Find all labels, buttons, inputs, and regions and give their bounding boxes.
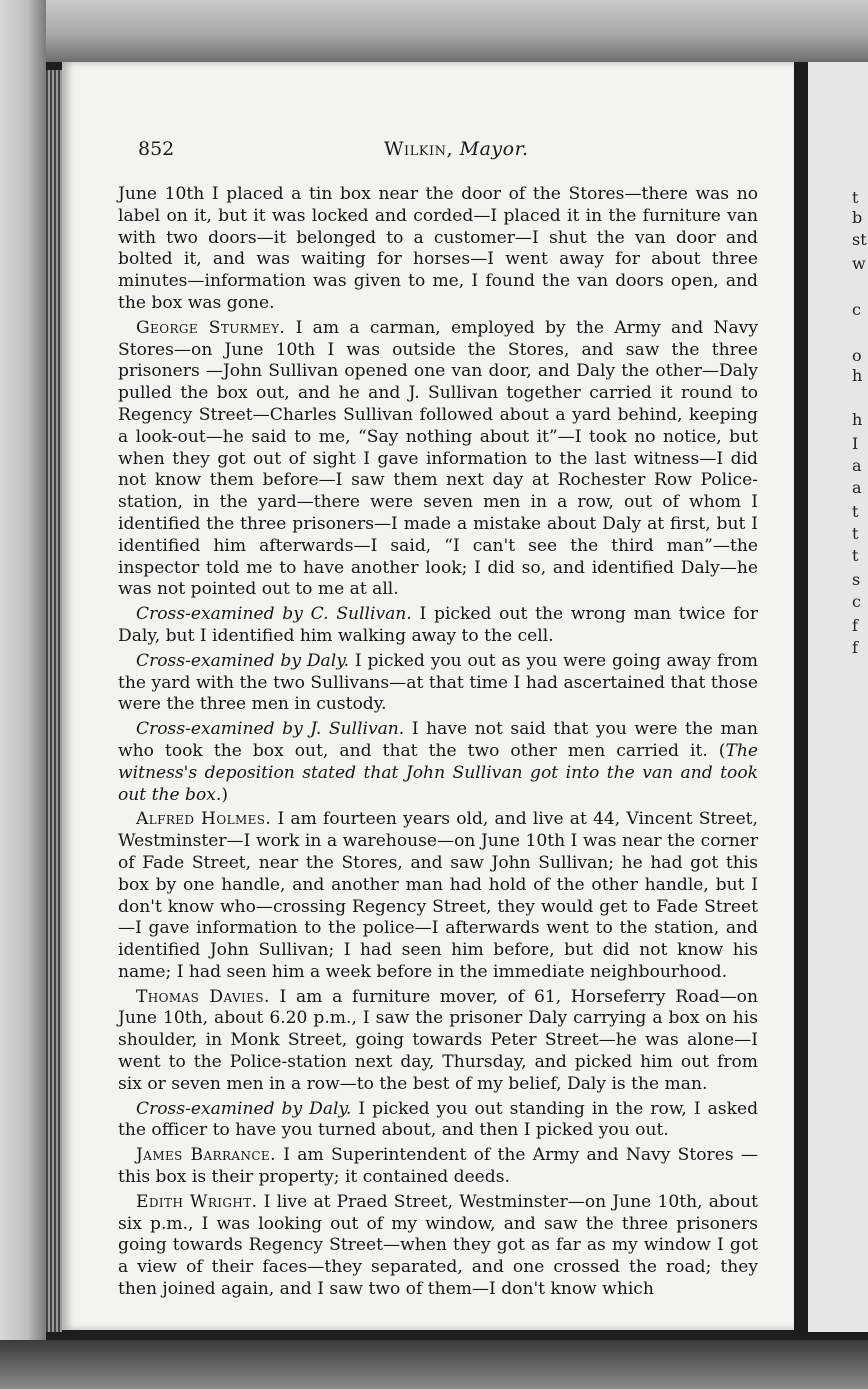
scan-left-margin — [0, 0, 46, 1389]
scan-top-background — [0, 0, 868, 62]
book-page-edges — [46, 70, 62, 1332]
paragraph-text: I picked you out standing in the row, I asked the officer to have you turned about, and then I picked you out. — [118, 1098, 759, 1141]
witness-name: James Barrance. — [136, 1145, 276, 1166]
note-close: ) — [221, 784, 229, 805]
adjacent-page-fragment: o — [852, 346, 862, 365]
cross-exam-heading: Cross-examined by Daly. — [136, 650, 350, 671]
paragraph-text: I picked out the wrong man twice for Daly, but I identified him walking away to the cell. — [118, 604, 758, 646]
adjacent-page-fragment: t — [852, 188, 859, 207]
testimony-paragraph — [118, 987, 758, 1096]
scan-bottom-background — [0, 1340, 868, 1389]
page-body — [118, 184, 758, 1301]
adjacent-page-fragment: st — [852, 230, 867, 249]
paragraph — [118, 184, 758, 315]
cross-exam-heading: Cross-examined by C. Sullivan. — [136, 604, 412, 625]
adjacent-page-fragment: h — [852, 366, 863, 385]
running-head-name: Wilkin, — [384, 138, 454, 160]
testimony-paragraph — [118, 809, 758, 983]
adjacent-page-fragment: a — [852, 478, 862, 497]
witness-name: Thomas Davies. — [136, 986, 270, 1007]
paragraph-text: I am Superintendent of the Army and Navy Stores —this box is their property; it contained deeds. — [118, 1145, 758, 1188]
adjacent-page — [808, 62, 868, 1332]
paragraph-text: I have not said that you were the man who took the box out, and that the two other men carried it. ( — [118, 719, 758, 761]
cross-exam-paragraph — [118, 719, 758, 806]
paragraph-text: I picked you out as you were going away from the yard with the two Sullivans—at that time I had ascertained that those were the three men in custody. — [118, 650, 758, 715]
cross-exam-paragraph — [118, 651, 758, 716]
adjacent-page-fragment: f — [852, 616, 858, 635]
witness-name: Edith Wright. — [136, 1191, 258, 1212]
witness-name: Alfred Holmes. — [136, 809, 272, 830]
testimony-paragraph — [118, 318, 758, 601]
page-number: 852 — [138, 138, 175, 160]
cross-exam-heading: Cross-examined by J. Sullivan. — [136, 719, 405, 740]
adjacent-page-fragment: s — [852, 570, 861, 589]
adjacent-page-fragment: h — [852, 410, 863, 429]
editorial-note: The witness's deposition stated that John Sullivan got into the van and took out the box. — [118, 740, 758, 805]
testimony-paragraph — [118, 1192, 758, 1301]
paragraph-text: I am a carman, employed by the Army and Navy Stores—on June 10th I was outside the Stores, and saw the three prisoners —John Sullivan opened one van door, and Daly the other—Daly pulled the box out, and he and J. Sullivan together carried it round to Regency Street—Charles Sullivan followed about a yard behind, keeping a look-out—he said to me, “Say nothing about it”—I took no notice, but when they got out of sight I gave information to the last witness—I did not know them before—I saw them next day at Rochester Row Police-station, in the yard—there were seven men in a row, out of whom I identified the three prisoners—I made a mistake about Daly at first, but I identified him afterwards—I said, “I can't see the third man”—the inspector told me to have another look; I did so, and identified Daly—he was not pointed out to me at all. — [118, 317, 758, 600]
paragraph-text: I am a furniture mover, of 61, Horseferry Road—on June 10th, about 6.20 p.m., I saw the prisoner Daly carrying a box on his shoulder, in Monk Street, going towards Peter Street—he was alone—I went to the Police-station next day, Thursday, and picked him out from six or seven men in a row—to the best of my belief, Daly is the man. — [118, 986, 758, 1094]
adjacent-page-fragment: c — [852, 592, 861, 611]
adjacent-page-fragment: b — [852, 208, 863, 227]
cross-exam-heading: Cross-examined by Daly. — [136, 1098, 352, 1119]
adjacent-page-fragment: t — [852, 546, 859, 565]
adjacent-page-fragment: I — [852, 434, 859, 453]
testimony-paragraph — [118, 1145, 758, 1189]
cross-exam-paragraph — [118, 604, 758, 648]
adjacent-page-fragment: f — [852, 638, 858, 657]
paragraph-text: I am fourteen years old, and live at 44, Vincent Street, Westminster—I work in a warehouse—on June 10th I was near the corner of Fade Street, near the Stores, and saw John Sullivan; he had got this box by one handle, and another man had hold of the other handle, but I don't know who—crossing Regency Street, they would get to Fade Street—I gave information to the police—I afterwards went to the station, and identified John Sullivan; I had seen him before, but did not know his name; I had seen him a week before in the immediate neighbourhood. — [118, 809, 758, 982]
adjacent-page-fragment: w — [852, 254, 866, 273]
running-head-title: Mayor. — [459, 138, 529, 160]
paragraph-text: June 10th I placed a tin box near the door of the Stores—there was no label on it, but it was locked and corded—I placed it in the furniture van with two doors—it belonged to a customer—I shut the van door and bolted it, and was waiting for horses—I went away for about three minutes—information was given to me, I found the van doors open, and the box was gone. — [118, 184, 758, 313]
witness-name: George Sturmey. — [136, 317, 286, 338]
adjacent-page-fragment: c — [852, 300, 861, 319]
paragraph-text: I live at Praed Street, Westminster—on June 10th, about six p.m., I was looking out of my window, and saw the three prisoners going towards Regency Street—when they got as far as my window I got a view of their faces—they separated, and one crossed the road; they then joined again, and I saw two of them—I don't know which — [118, 1191, 758, 1300]
adjacent-page-fragment: t — [852, 502, 859, 521]
cross-exam-paragraph — [118, 1099, 758, 1143]
adjacent-page-fragment: t — [852, 524, 859, 543]
adjacent-page-fragment: a — [852, 456, 862, 475]
running-head — [384, 138, 529, 160]
